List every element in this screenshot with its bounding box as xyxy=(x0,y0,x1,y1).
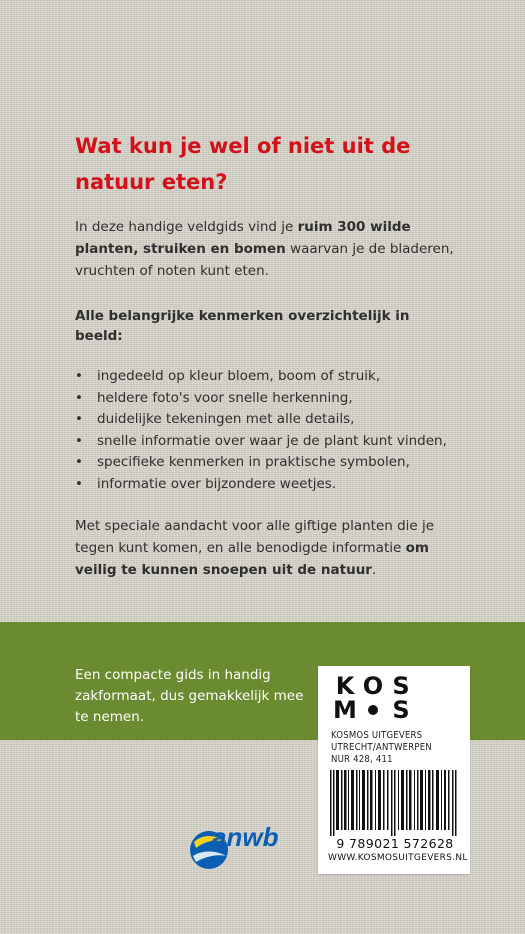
logo-letter: K xyxy=(335,672,355,700)
feature-list xyxy=(75,366,455,495)
bullet-marker: • xyxy=(75,368,83,384)
anwb-wordmark: anwb xyxy=(212,822,279,852)
isbn-number: 9 789021 572628 xyxy=(336,836,454,851)
closing-bold: om veilig te kunnen snoepen uit de natuur xyxy=(75,540,429,578)
list-item-text: ingedeeld op kleur bloem, boom of struik, xyxy=(97,368,381,384)
headline: Wat kun je wel of niet uit de natuur eten? xyxy=(75,134,411,194)
list-item xyxy=(75,388,455,410)
logo-letter: M xyxy=(333,696,357,724)
publisher-location: UTRECHT/ANTWERPEN xyxy=(331,742,432,753)
logo-dot-icon xyxy=(368,705,378,715)
anwb-logo-icon xyxy=(188,812,300,874)
closing-text-1: Met speciale aandacht voor alle giftige planten die je tegen kunt komen, en alle benodigde informatie xyxy=(75,518,435,556)
logo-letter: S xyxy=(392,696,410,724)
compact-note: Een compacte gids in handig zakformaat, dus gemakkelijk mee te nemen. xyxy=(75,667,304,725)
list-item xyxy=(75,409,455,431)
nur-code: NUR 428, 411 xyxy=(331,754,393,765)
list-item xyxy=(75,431,455,453)
publisher-card xyxy=(318,666,470,874)
features-heading: Alle belangrijke kenmerken overzichtelijk in beeld: xyxy=(75,308,410,344)
logo-letter: S xyxy=(392,672,410,700)
publisher-info xyxy=(331,730,432,766)
list-item xyxy=(75,452,455,474)
publisher-website: WWW.KOSMOSUITGEVERS.NL xyxy=(328,853,468,863)
list-item xyxy=(75,474,455,496)
intro-bold: ruim 300 wilde planten, struiken en bomen xyxy=(75,219,411,257)
barcode-icon xyxy=(330,770,458,836)
list-item-text: snelle informatie over waar je de plant kunt vinden, xyxy=(97,432,447,449)
list-item-text: heldere foto's voor snelle herkenning, xyxy=(97,389,353,406)
back-cover-text xyxy=(75,128,455,581)
intro-text-1: In deze handige veldgids vind je xyxy=(75,219,298,235)
list-item-text: informatie over bijzondere weetjes. xyxy=(97,475,337,492)
intro-paragraph xyxy=(75,216,455,282)
bullet-marker: • xyxy=(75,411,83,427)
logo-letter: O xyxy=(362,672,384,700)
bullet-marker: • xyxy=(75,454,83,470)
publisher-name: KOSMOS UITGEVERS xyxy=(331,730,423,741)
bullet-marker: • xyxy=(75,432,83,449)
closing-paragraph xyxy=(75,515,455,581)
closing-text-2: . xyxy=(371,562,377,578)
list-item-text: specifieke kenmerken in praktische symbolen, xyxy=(97,454,410,470)
intro-text-2: waarvan je de bladeren, vruchten of noten kunt eten. xyxy=(75,241,454,279)
list-item-text: duidelijke tekeningen met alle details, xyxy=(97,411,355,427)
bullet-marker: • xyxy=(75,475,83,492)
list-item xyxy=(75,366,455,388)
bullet-marker: • xyxy=(75,389,83,406)
kosmos-logo xyxy=(331,674,415,722)
